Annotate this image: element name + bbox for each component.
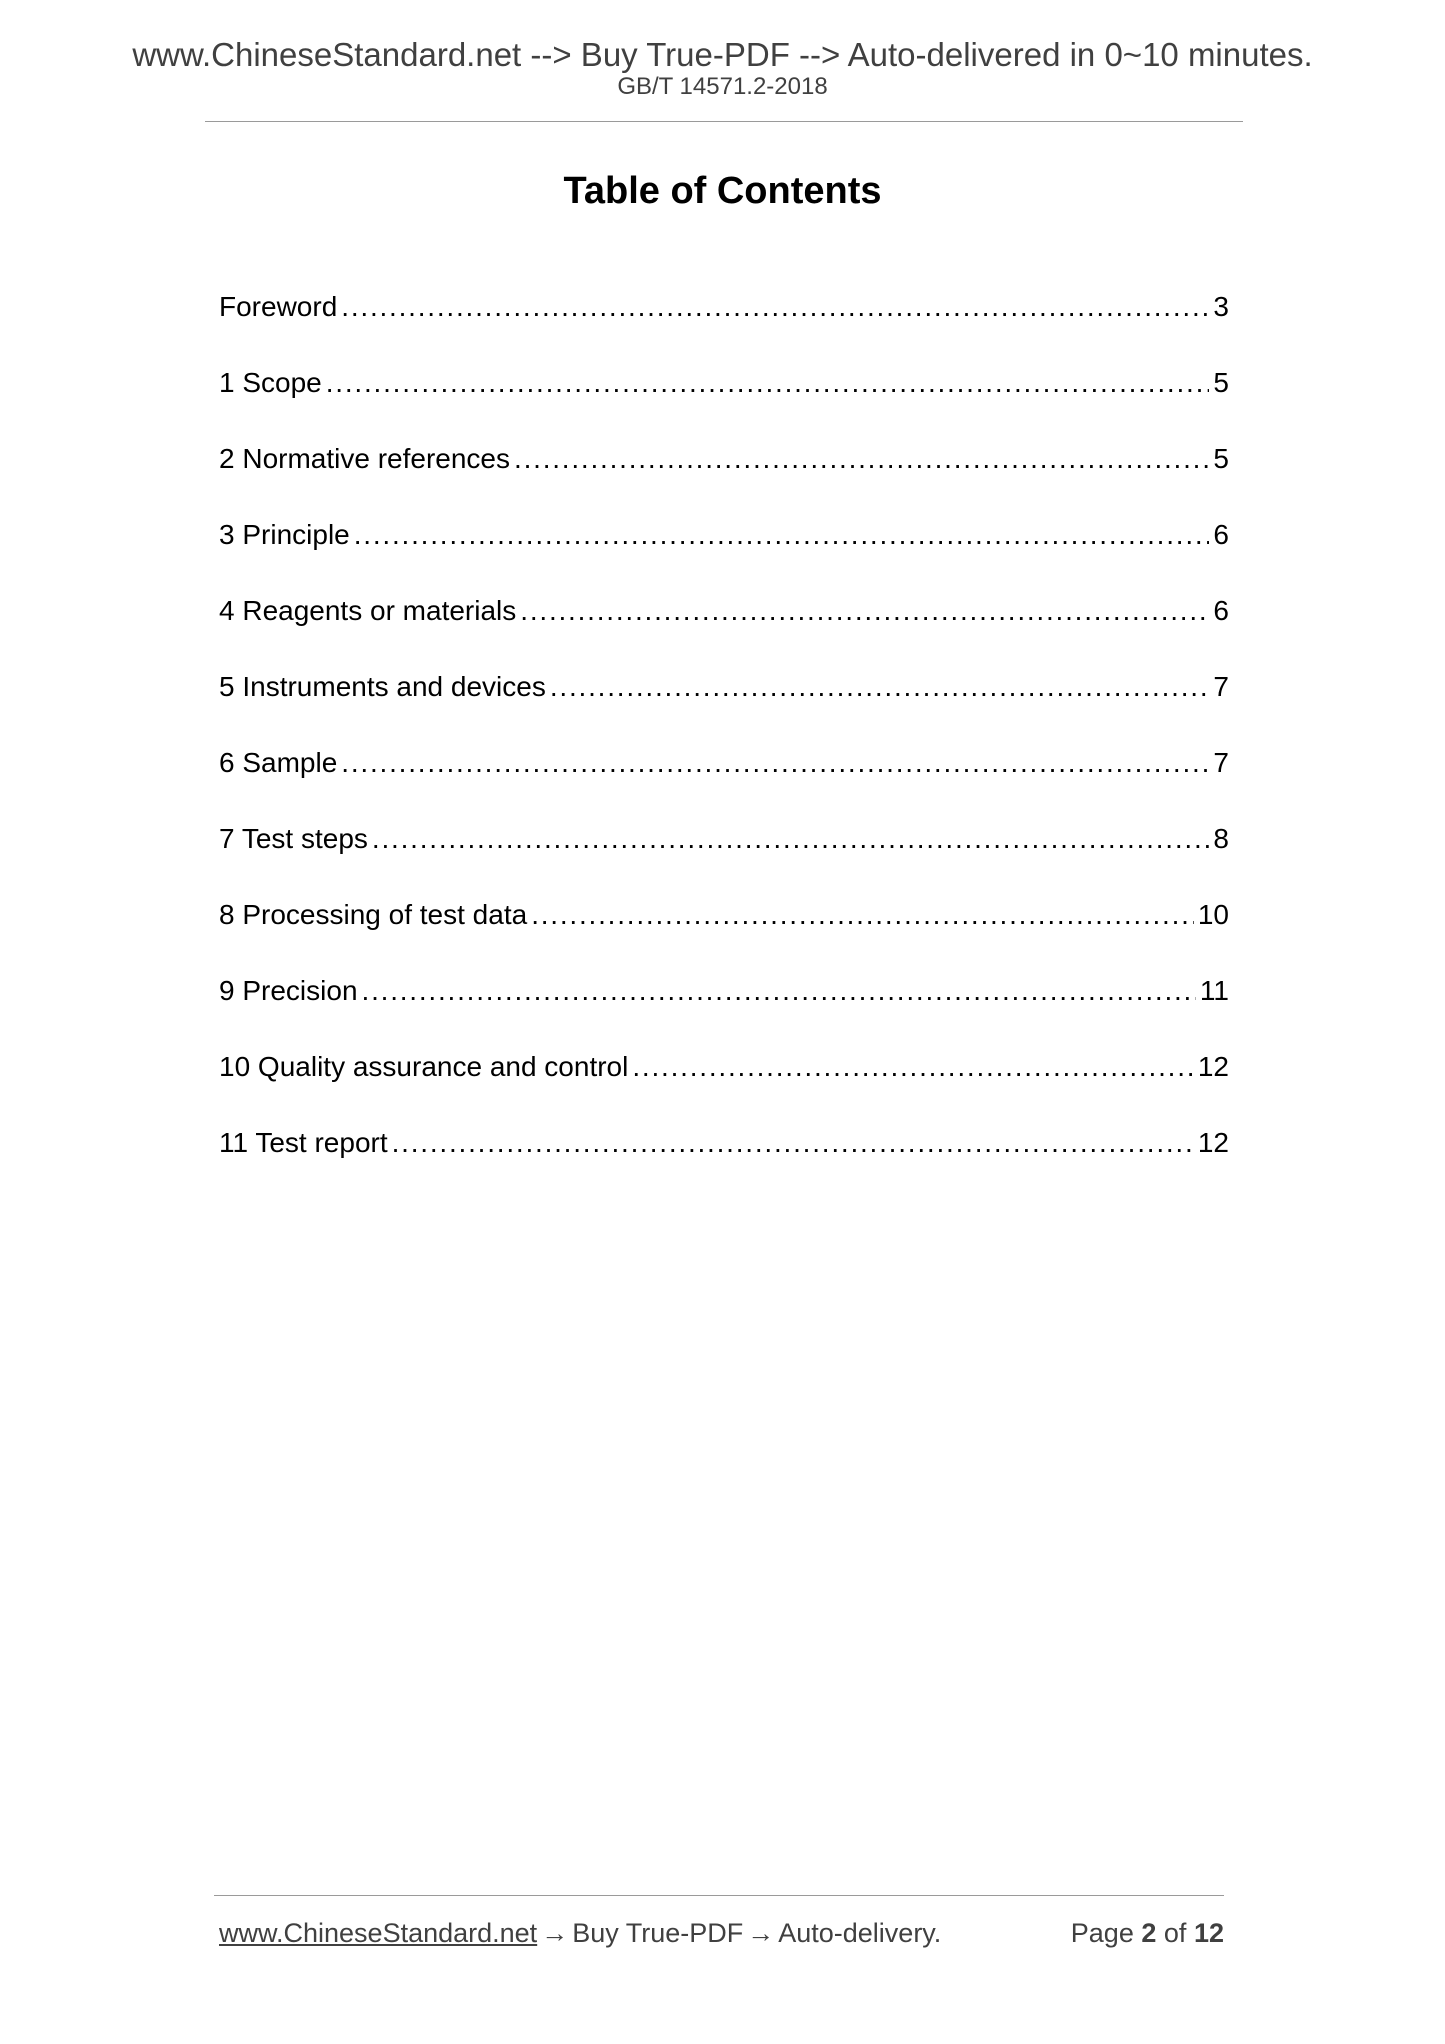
toc-dot-leader xyxy=(632,1049,1193,1085)
toc-entry-label: 1 Scope xyxy=(219,367,322,398)
document-code: GB/T 14571.2-2018 xyxy=(617,73,828,100)
toc-dot-leader xyxy=(550,669,1210,705)
current-page-number: 2 xyxy=(1141,1918,1157,1948)
page-title: Table of Contents xyxy=(563,170,882,212)
toc-entry-precision[interactable] xyxy=(219,973,1229,1049)
toc-entry-page: 11 xyxy=(1199,975,1229,1006)
toc-entry-processing[interactable] xyxy=(219,897,1229,973)
toc-entry-instruments[interactable] xyxy=(219,669,1229,745)
toc-entry-page: 12 xyxy=(1197,1127,1229,1158)
toc-entry-page: 10 xyxy=(1197,899,1229,930)
toc-entry-reagents[interactable] xyxy=(219,593,1229,669)
toc-entry-label: Foreword xyxy=(219,291,338,322)
toc-entry-label: 8 Processing of test data xyxy=(219,899,528,930)
toc-entry-scope[interactable] xyxy=(219,365,1229,441)
table-of-contents xyxy=(219,289,1229,1201)
toc-entry-label: 10 Quality assurance and control xyxy=(219,1051,629,1082)
toc-entry-page: 6 xyxy=(1213,519,1229,550)
toc-entry-page: 12 xyxy=(1197,1051,1229,1082)
total-pages-number: 12 xyxy=(1193,1918,1224,1948)
toc-entry-test-steps[interactable] xyxy=(219,821,1229,897)
toc-dot-leader xyxy=(326,365,1210,401)
toc-dot-leader xyxy=(341,745,1209,781)
footer-site-link[interactable]: www.ChineseStandard.net xyxy=(219,1918,538,1948)
toc-entry-label: 9 Precision xyxy=(219,975,358,1006)
right-arrow-icon: → xyxy=(541,1918,569,1948)
toc-dot-leader xyxy=(520,593,1209,629)
toc-entry-label: 7 Test steps xyxy=(219,823,368,854)
toc-entry-test-report[interactable] xyxy=(219,1125,1229,1201)
toc-dot-leader xyxy=(341,289,1209,325)
toc-entry-page: 8 xyxy=(1213,823,1229,854)
toc-entry-quality-assurance[interactable] xyxy=(219,1049,1229,1125)
toc-entry-label: 2 Normative references xyxy=(219,443,511,474)
header-banner: www.ChineseStandard.net --> Buy True-PDF --> Auto-delivered in 0~10 minutes. xyxy=(132,36,1313,73)
footer-delivery-text: Auto-delivery. xyxy=(778,1918,942,1948)
toc-entry-label: 5 Instruments and devices xyxy=(219,671,546,702)
header-divider xyxy=(205,121,1243,122)
page-word: Page xyxy=(1070,1918,1134,1948)
footer-buy-text: Buy True-PDF xyxy=(572,1918,744,1948)
footer-promo xyxy=(219,1915,941,1951)
toc-dot-leader xyxy=(531,897,1194,933)
toc-entry-page: 5 xyxy=(1213,443,1229,474)
toc-entry-sample[interactable] xyxy=(219,745,1229,821)
toc-entry-page: 7 xyxy=(1213,747,1229,778)
toc-entry-page: 5 xyxy=(1213,367,1229,398)
toc-entry-principle[interactable] xyxy=(219,517,1229,593)
toc-entry-label: 4 Reagents or materials xyxy=(219,595,517,626)
toc-entry-page: 3 xyxy=(1213,291,1229,322)
toc-entry-label: 6 Sample xyxy=(219,747,338,778)
toc-dot-leader xyxy=(362,973,1196,1009)
toc-dot-leader xyxy=(392,1125,1194,1161)
toc-dot-leader xyxy=(514,441,1209,477)
right-arrow-icon: → xyxy=(747,1918,775,1948)
toc-entry-label: 3 Principle xyxy=(219,519,350,550)
footer-divider xyxy=(214,1895,1224,1896)
toc-dot-leader xyxy=(372,821,1210,857)
toc-entry-page: 6 xyxy=(1213,595,1229,626)
toc-entry-normative-references[interactable] xyxy=(219,441,1229,517)
of-word: of xyxy=(1163,1918,1187,1948)
page-indicator xyxy=(1071,1915,1224,1951)
toc-entry-foreword[interactable] xyxy=(219,289,1229,365)
toc-entry-label: 11 Test report xyxy=(219,1127,388,1158)
toc-entry-page: 7 xyxy=(1213,671,1229,702)
toc-dot-leader xyxy=(354,517,1210,553)
